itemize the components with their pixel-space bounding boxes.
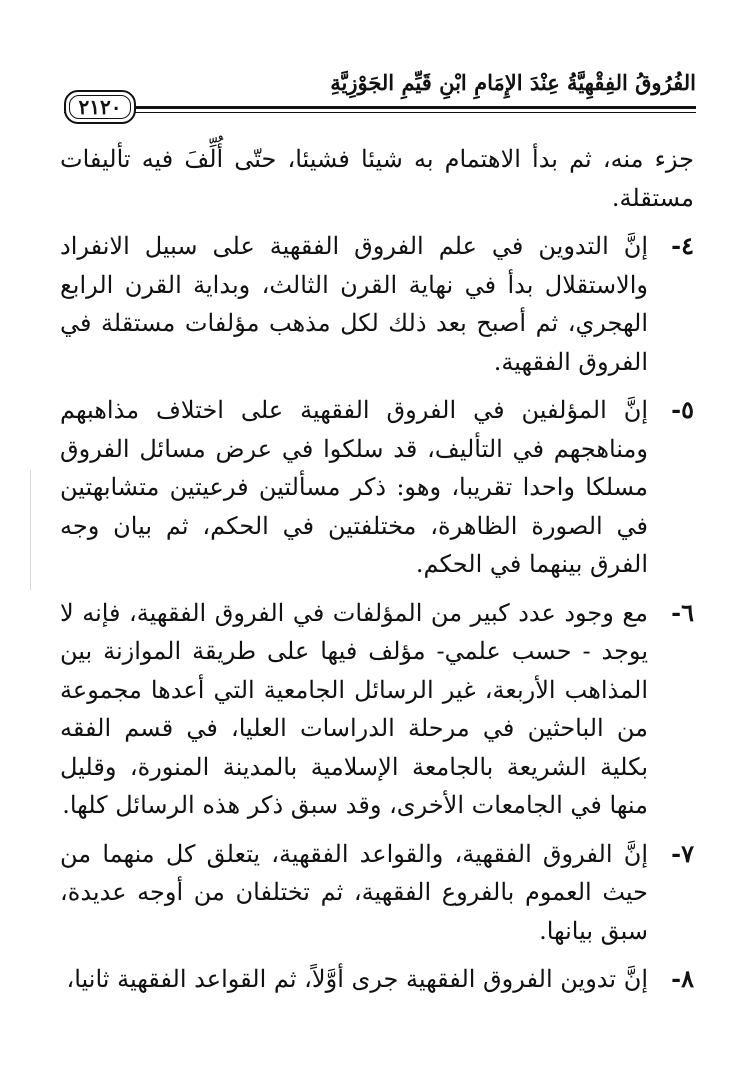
item-text: إنَّ التدوين في علم الفروق الفقهية على سبيل الانفراد والاستقلال بدأ في نهاية القرن الثالث، وبداية القرن الرابع الهجري، ثم أصبح بعد ذلك لكل مذهب مؤلفات مستقلة في الفروق الفقهية. <box>60 232 648 376</box>
item-text: مع وجود عدد كبير من المؤلفات في الفروق الفقهية، فإنه لا يوجد - حسب علمي- مؤلف فيها على طريقة الموازنة بين المذاهب الأربعة، غير الرسائل الجامعية التي أعدها مجموعة من الباحثين في مرحلة الدراسات العليا، في قسم الفقه بكلية الشريعة بالجامعة الإسلامية بالمدينة المنورة، وقليل منها في الجامعات الأخرى، وقد سبق ذكر هذه الرسائل كلها. <box>60 598 648 819</box>
item-text: إنَّ الفروق الفقهية، والقواعد الفقهية، يتعلق كل منهما من حيث العموم بالفروع الفقهية، ثم تختلفان من أوجه عديدة، سبق بيانها. <box>60 839 648 945</box>
item-number: ٧- <box>671 838 694 868</box>
item-text: إنَّ تدوين الفروق الفقهية جرى أوَّلاً، ثم القواعد الفقهية ثانيا، <box>66 965 648 993</box>
item-number: ٨- <box>671 964 694 993</box>
header-rule-thin <box>64 112 696 113</box>
item-number: ٤- <box>671 231 694 260</box>
list-item <box>60 960 694 999</box>
page-body <box>60 140 694 1009</box>
running-title: الفُرُوقُ الفِقْهِيَّةُ عِنْدَ الإِمَامِ ابْنِ قَيِّمِ الجَوْزِيَّةِ <box>330 70 696 95</box>
header-rule <box>64 106 696 109</box>
page-header <box>64 62 696 122</box>
item-number: ٦- <box>671 597 694 627</box>
list-item <box>60 227 694 381</box>
list-item <box>60 391 694 584</box>
page-number-frame <box>64 90 136 124</box>
scan-edge-mark <box>30 470 31 590</box>
list-item <box>60 835 694 951</box>
intro-paragraph: جزء منه، ثم بدأ الاهتمام به شيئا فشيئا، حتّى أُلِّفَ فيه تأليفات مستقلة. <box>60 145 694 212</box>
item-number: ٥- <box>671 395 694 424</box>
page-number: ٢١٢٠ <box>78 95 122 119</box>
item-text: إنَّ المؤلفين في الفروق الفقهية على اختلاف مذاهبهم ومناهجهم في التأليف، قد سلكوا في عرض مسائل الفروق مسلكا واحدا تقريبا، وهو: ذكر مسألتين فرعيتين متشابهتين في الصورة الظاهرة، مختلفتين في الحكم، ثم بيان وجه الفرق بينهما في الحكم. <box>60 396 648 578</box>
list-item <box>60 594 694 825</box>
